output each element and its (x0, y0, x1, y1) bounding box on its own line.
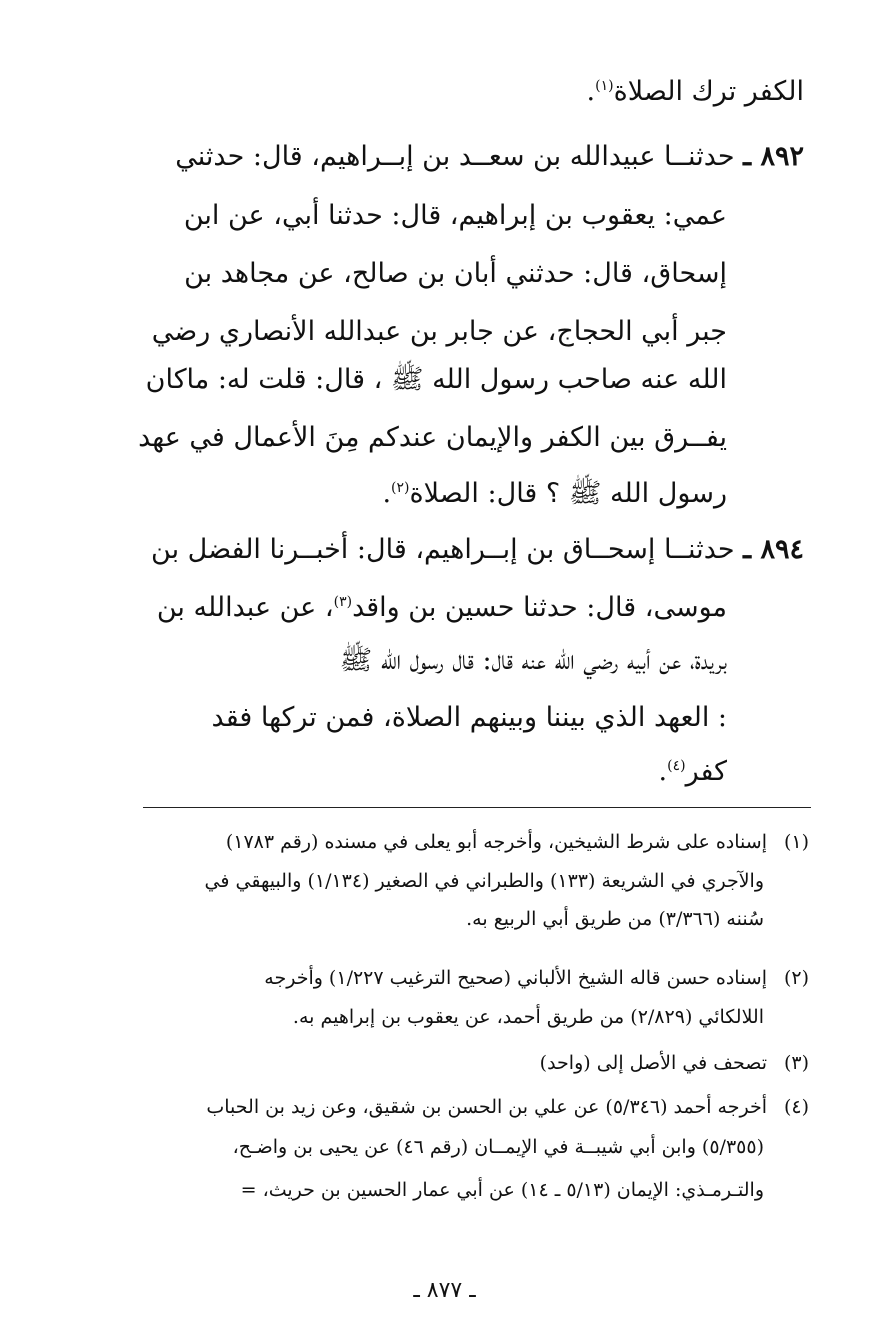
hadith-892-text-7: رسول الله ﷺ ؟ قال: الصلاة (409, 478, 727, 509)
footnote-4-mark: (٤) (783, 1096, 809, 1118)
hadith-892-text-4: جبر أبي الحجاج، عن جابر بن عبدالله الأنصاري رضي (151, 316, 727, 347)
footnote-1-line-3 (466, 904, 764, 934)
hadith-number-892: ٨٩٢ ـ (743, 141, 804, 172)
hadith-894-text-2a: موسى، قال: حدثنا حسين بن واقد (352, 592, 727, 623)
hadith-892-text-6: يفــرق بين الكفر والإيمان عندكم مِنَ الأعمال في عهد (138, 422, 727, 453)
footnote-2-text-1: إسناده حسن قاله الشيخ الألباني (صحيح الترغيب ١/٢٢٧) وأخرجه (264, 967, 767, 989)
footnote-1-line-1 (226, 827, 809, 857)
hadith-894-text-1: حدثنــا إسحــاق بن إبــراهيم، قال: أخبــرنا الفضل بن (151, 534, 735, 565)
hadith-894-text-3: بريدة، عن أبيه رضي الله عنه قال: قال رسول الله ﷺ (339, 645, 727, 676)
intro-period: . (586, 76, 596, 107)
footnote-ref-1: (١) (595, 78, 614, 94)
hadith-894-line-2 (157, 588, 727, 628)
intro-line (587, 72, 805, 112)
footnote-1-line-2 (205, 866, 764, 896)
footnote-2-mark: (٢) (783, 967, 809, 989)
hadith-892-text-3: إسحاق، قال: حدثني أبان بن صالح، عن مجاهد بن (184, 258, 727, 289)
hadith-894-line-5 (659, 752, 727, 792)
footnote-4-line-1 (206, 1092, 809, 1122)
hadith-894-line-3 (340, 641, 727, 681)
hadith-894-text-4: : العهد الذي بيننا وبينهم الصلاة، فمن تركها فقد (211, 702, 727, 733)
footnote-4-text-1: أخرجه أحمد (٥/٣٤٦) عن علي بن الحسن بن شقيق، وعن زيد بن الحباب (206, 1096, 767, 1118)
intro-text: الكفر ترك الصلاة (613, 76, 804, 107)
footnote-3-text-1: تصحف في الأصل إلى (واحد) (539, 1052, 767, 1074)
footnote-4-text-2: (٥/٣٥٥) وابن أبي شيبــة في الإيمــان (رقم ٤٦) عن يحيى بن واضـح، (232, 1136, 764, 1158)
footnote-4-line-3 (241, 1175, 764, 1205)
footnote-1-text-2: والآجري في الشريعة (١٣٣) والطبراني في الصغير (١/١٣٤) والبيهقي في (204, 870, 764, 892)
hadith-892-text-5: الله عنه صاحب رسول الله ﷺ ، قال: قلت له: ماكان (145, 364, 727, 395)
footnote-ref-3: (٣) (333, 594, 353, 610)
hadith-number-894: ٨٩٤ ـ (743, 534, 804, 565)
footnote-2-line-2 (293, 1002, 764, 1032)
hadith-892-line-7 (382, 474, 727, 514)
footnote-1-mark: (١) (783, 831, 809, 853)
hadith-894-text-2b: ، عن عبدالله بن (156, 592, 334, 623)
hadith-894-text-5: كفر (685, 756, 727, 787)
footnote-ref-4: (٤) (667, 758, 686, 774)
hadith-892-line-2 (184, 196, 727, 236)
hadith-892-period: . (382, 478, 392, 509)
page-number: ـ ٨٧٧ ـ (413, 1278, 476, 1303)
footnote-2-line-1 (264, 963, 809, 993)
footnote-separator (143, 807, 811, 808)
hadith-892-line-6 (138, 418, 727, 458)
hadith-892-text-1: حدثنــا عبيدالله بن سعــد بن إبــراهيم، قال: حدثني (175, 141, 735, 172)
footnote-ref-2: (٢) (391, 480, 410, 496)
footnote-3-line-1 (540, 1048, 809, 1078)
hadith-892-line-3 (184, 254, 727, 294)
hadith-894-line-1 (151, 530, 804, 570)
footnote-2-text-2: اللالكائي (٢/٨٢٩) من طريق أحمد، عن يعقوب بن إبراهيم به. (292, 1006, 764, 1028)
hadith-892-text-2: عمي: يعقوب بن إبراهيم، قال: حدثنا أبي، عن ابن (183, 200, 727, 231)
hadith-892-line-5 (146, 360, 727, 400)
footnote-4-line-2 (233, 1132, 764, 1162)
footnote-3-mark: (٣) (783, 1052, 809, 1074)
footnote-1-text-3: سُننه (٣/٣٦٦) من طريق أبي الربيع به. (466, 908, 764, 930)
hadith-892-line-4 (152, 312, 727, 352)
hadith-894-line-4 (212, 698, 727, 738)
hadith-894-period: . (658, 756, 668, 787)
footnote-4-text-3: والتـرمـذي: الإيمان (٥/١٣ ـ ١٤) عن أبي عمار الحسين بن حريث، = (240, 1179, 764, 1201)
hadith-892-line-1 (175, 137, 804, 177)
footnote-1-text-1: إسناده على شرط الشيخين، وأخرجه أبو يعلى في مسنده (رقم ١٧٨٣) (225, 831, 767, 853)
